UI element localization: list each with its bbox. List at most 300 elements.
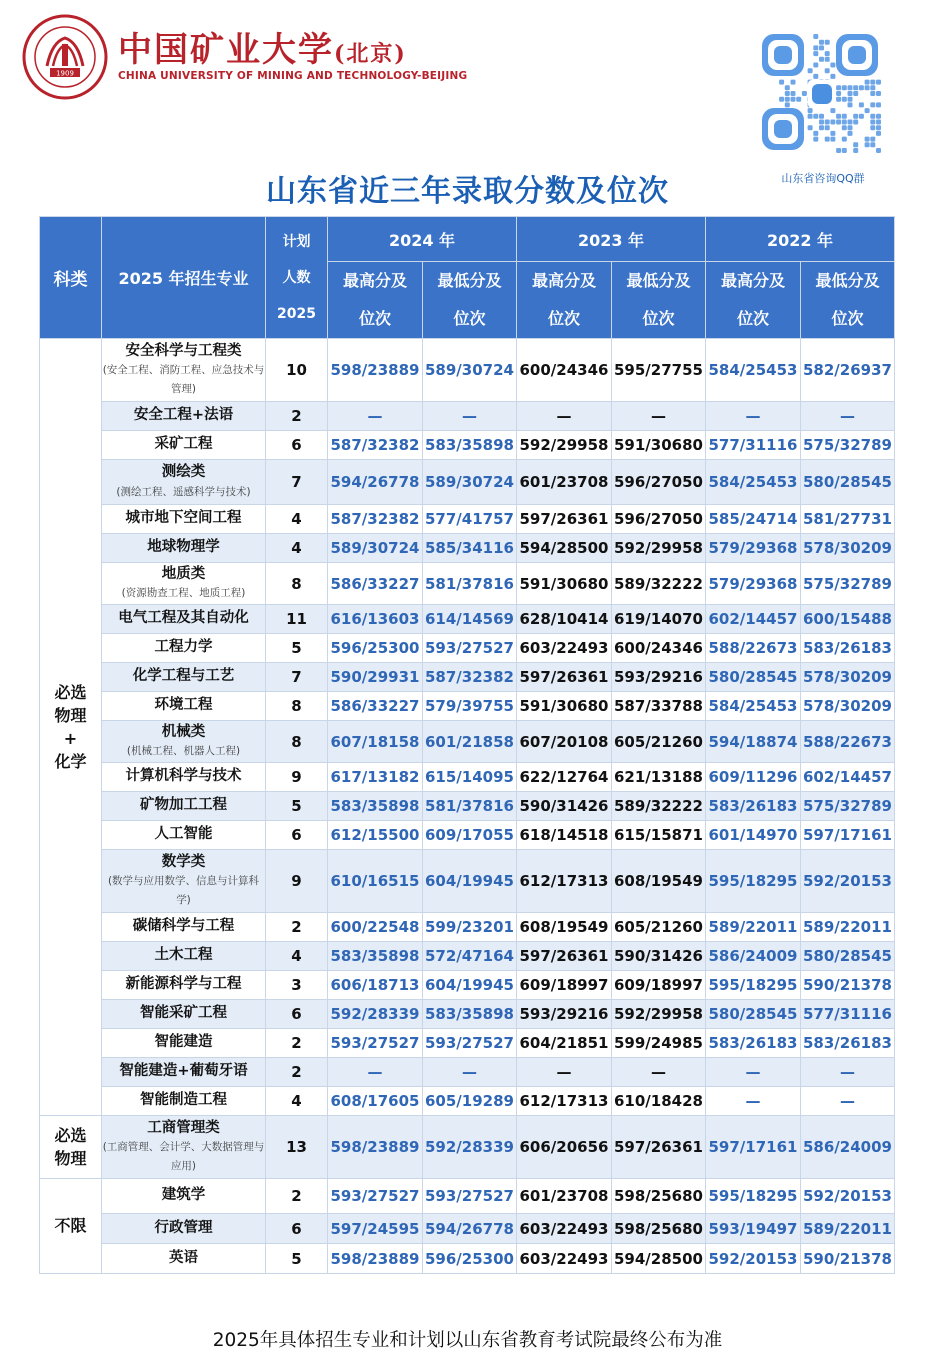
max-score-rank: 591/30680 bbox=[517, 692, 612, 721]
min-score-rank: 598/25680 bbox=[612, 1179, 706, 1214]
table-row bbox=[40, 460, 895, 505]
major-cell bbox=[102, 563, 266, 605]
max-score-rank: 584/25453 bbox=[706, 460, 801, 505]
min-score-rank: 605/21260 bbox=[612, 721, 706, 763]
max-score-rank: 607/18158 bbox=[328, 721, 423, 763]
plan-count: 2 bbox=[266, 913, 328, 942]
max-score-rank: 580/28545 bbox=[706, 1000, 801, 1029]
category-line: 化学 bbox=[54, 752, 87, 772]
category-line: 不限 bbox=[54, 1216, 87, 1236]
max-score-rank: — bbox=[517, 1058, 612, 1087]
logo-year: 1909 bbox=[56, 69, 74, 78]
major-name: 电气工程及其自动化 bbox=[118, 610, 249, 627]
min-score-rank: 582/26937 bbox=[801, 339, 895, 402]
max-score-rank: 610/16515 bbox=[328, 850, 423, 913]
table-row bbox=[40, 971, 895, 1000]
min-score-rank: — bbox=[612, 1058, 706, 1087]
plan-count: 9 bbox=[266, 850, 328, 913]
category-line: + bbox=[63, 729, 78, 748]
max-score-rank: 593/29216 bbox=[517, 1000, 612, 1029]
header-year-2023: 2023 年 bbox=[517, 217, 706, 262]
min-score-rank: 590/21378 bbox=[801, 971, 895, 1000]
qr-caption: 山东省咨询QQ群 bbox=[781, 172, 865, 185]
plan-count: 6 bbox=[266, 1214, 328, 1244]
max-score-rank: 616/13603 bbox=[328, 605, 423, 634]
min-score-rank: 615/15871 bbox=[612, 821, 706, 850]
max-score-rank: 584/25453 bbox=[706, 339, 801, 402]
major-cell bbox=[102, 505, 266, 534]
min-score-rank: 600/15488 bbox=[801, 605, 895, 634]
min-score-rank: 589/32222 bbox=[612, 563, 706, 605]
max-score-rank: 603/22493 bbox=[517, 634, 612, 663]
max-score-rank: 601/23708 bbox=[517, 460, 612, 505]
max-score-rank: 583/35898 bbox=[328, 942, 423, 971]
min-score-rank: 604/19945 bbox=[423, 971, 517, 1000]
plan-count: 8 bbox=[266, 721, 328, 763]
min-score-rank: 596/25300 bbox=[423, 1244, 517, 1274]
major-note: (机械工程、机器人工程) bbox=[126, 745, 241, 758]
max-score-rank: — bbox=[328, 402, 423, 431]
max-score-rank: 628/10414 bbox=[517, 605, 612, 634]
university-name-en: CHINA UNIVERSITY OF MINING AND TECHNOLOGY-BEIJING bbox=[118, 70, 468, 82]
major-cell bbox=[102, 971, 266, 1000]
category-line: 物理 bbox=[54, 705, 87, 725]
min-score-rank: 597/26361 bbox=[612, 1116, 706, 1179]
table-row bbox=[40, 339, 895, 402]
max-score-rank: 592/29958 bbox=[517, 431, 612, 460]
table-row bbox=[40, 763, 895, 792]
plan-count: 4 bbox=[266, 1087, 328, 1116]
max-score-rank: 592/20153 bbox=[706, 1244, 801, 1274]
major-name: 安全工程+法语 bbox=[133, 407, 234, 424]
max-score-rank: 595/18295 bbox=[706, 850, 801, 913]
min-score-rank: 619/14070 bbox=[612, 605, 706, 634]
max-score-rank: 594/28500 bbox=[517, 534, 612, 563]
category-cell bbox=[40, 1179, 102, 1274]
major-name: 矿物加工工程 bbox=[140, 797, 227, 814]
max-score-rank: 597/26361 bbox=[517, 942, 612, 971]
max-score-rank: 591/30680 bbox=[517, 563, 612, 605]
major-name: 安全科学与工程类 bbox=[125, 342, 242, 359]
category-line: 物理 bbox=[54, 1149, 87, 1168]
university-name-main: 中国矿业大学 bbox=[118, 30, 334, 70]
major-cell bbox=[102, 460, 266, 505]
min-score-rank: 583/35898 bbox=[423, 431, 517, 460]
header-score-label-line: 位次 bbox=[358, 309, 391, 328]
min-score-rank: 592/29958 bbox=[612, 1000, 706, 1029]
min-score-rank: 578/30209 bbox=[801, 534, 895, 563]
category-line: 必选 bbox=[54, 682, 87, 702]
major-cell bbox=[102, 1087, 266, 1116]
plan-count: 2 bbox=[266, 1058, 328, 1087]
major-cell bbox=[102, 605, 266, 634]
major-cell bbox=[102, 1214, 266, 1244]
max-score-rank: 594/26778 bbox=[328, 460, 423, 505]
header-score-label-line: 最高分及 bbox=[531, 271, 596, 290]
header-score-label-line: 最低分及 bbox=[626, 271, 691, 290]
min-score-rank: 583/26183 bbox=[801, 1029, 895, 1058]
min-score-rank: 599/24985 bbox=[612, 1029, 706, 1058]
min-score-rank: 598/25680 bbox=[612, 1214, 706, 1244]
university-name-suffix: (北京) bbox=[334, 41, 407, 67]
university-logo bbox=[22, 14, 108, 100]
major-cell bbox=[102, 913, 266, 942]
major-cell bbox=[102, 821, 266, 850]
min-score-rank: 575/32789 bbox=[801, 563, 895, 605]
min-score-rank: 578/30209 bbox=[801, 692, 895, 721]
header-score-label-line: 位次 bbox=[547, 309, 580, 328]
major-note: (工商管理、会计学、大数据管理与应用) bbox=[102, 1141, 265, 1172]
table-row bbox=[40, 663, 895, 692]
table-row bbox=[40, 605, 895, 634]
max-score-rank: — bbox=[706, 402, 801, 431]
max-score-rank: 617/13182 bbox=[328, 763, 423, 792]
major-cell bbox=[102, 431, 266, 460]
max-score-rank: 604/21851 bbox=[517, 1029, 612, 1058]
plan-count: 4 bbox=[266, 505, 328, 534]
min-score-rank: 615/14095 bbox=[423, 763, 517, 792]
major-name: 工程力学 bbox=[154, 639, 213, 656]
header-score-label-line: 最低分及 bbox=[437, 271, 502, 290]
major-cell bbox=[102, 1244, 266, 1274]
major-cell bbox=[102, 1116, 266, 1179]
min-score-rank: 580/28545 bbox=[801, 942, 895, 971]
min-score-rank: 589/22011 bbox=[801, 1214, 895, 1244]
table-row bbox=[40, 634, 895, 663]
table-row bbox=[40, 850, 895, 913]
major-cell bbox=[102, 692, 266, 721]
table-row bbox=[40, 692, 895, 721]
major-name: 环境工程 bbox=[154, 697, 213, 714]
max-score-rank: 579/29368 bbox=[706, 563, 801, 605]
plan-count: 5 bbox=[266, 634, 328, 663]
major-cell bbox=[102, 792, 266, 821]
major-cell bbox=[102, 942, 266, 971]
min-score-rank: 609/18997 bbox=[612, 971, 706, 1000]
min-score-rank: 578/30209 bbox=[801, 663, 895, 692]
min-score-rank: 589/22011 bbox=[801, 913, 895, 942]
min-score-rank: 592/29958 bbox=[612, 534, 706, 563]
min-score-rank: 621/13188 bbox=[612, 763, 706, 792]
max-score-rank: 612/15500 bbox=[328, 821, 423, 850]
major-cell bbox=[102, 763, 266, 792]
table-row bbox=[40, 431, 895, 460]
min-score-rank: 605/19289 bbox=[423, 1087, 517, 1116]
table-row bbox=[40, 534, 895, 563]
max-score-rank: 612/17313 bbox=[517, 1087, 612, 1116]
min-score-rank: 605/21260 bbox=[612, 913, 706, 942]
min-score-rank: 577/31116 bbox=[801, 1000, 895, 1029]
min-score-rank: — bbox=[423, 1058, 517, 1087]
min-score-rank: 590/31426 bbox=[612, 942, 706, 971]
plan-count: 5 bbox=[266, 792, 328, 821]
min-score-rank: 589/30724 bbox=[423, 460, 517, 505]
max-score-rank: 593/27527 bbox=[328, 1029, 423, 1058]
min-score-rank: 604/19945 bbox=[423, 850, 517, 913]
max-score-rank: 595/18295 bbox=[706, 1179, 801, 1214]
table-row bbox=[40, 563, 895, 605]
table-row bbox=[40, 821, 895, 850]
header-score-label-line: 位次 bbox=[736, 309, 769, 328]
major-cell bbox=[102, 663, 266, 692]
table-row bbox=[40, 1087, 895, 1116]
min-score-rank: 609/17055 bbox=[423, 821, 517, 850]
max-score-rank: 593/27527 bbox=[328, 1179, 423, 1214]
max-score-rank: 597/24595 bbox=[328, 1214, 423, 1244]
major-name: 行政管理 bbox=[154, 1219, 213, 1236]
max-score-rank: 590/29931 bbox=[328, 663, 423, 692]
max-score-rank: 583/26183 bbox=[706, 1029, 801, 1058]
header-score-label-line: 最低分及 bbox=[815, 271, 880, 290]
max-score-rank: 586/24009 bbox=[706, 942, 801, 971]
category-line: 必选 bbox=[54, 1125, 87, 1145]
min-score-rank: 581/27731 bbox=[801, 505, 895, 534]
plan-count: 7 bbox=[266, 460, 328, 505]
major-name: 计算机科学与技术 bbox=[125, 768, 242, 785]
header-score-label-line: 位次 bbox=[642, 309, 675, 328]
min-score-rank: 590/21378 bbox=[801, 1244, 895, 1274]
major-name: 机械类 bbox=[161, 723, 206, 740]
major-name: 城市地下空间工程 bbox=[125, 510, 242, 527]
major-name: 地质类 bbox=[161, 565, 206, 582]
major-cell bbox=[102, 850, 266, 913]
major-name: 碳储科学与工程 bbox=[132, 918, 235, 935]
min-score-rank: 592/20153 bbox=[801, 1179, 895, 1214]
plan-count: 2 bbox=[266, 402, 328, 431]
table-row bbox=[40, 913, 895, 942]
max-score-rank: 597/17161 bbox=[706, 1116, 801, 1179]
max-score-rank: 606/20656 bbox=[517, 1116, 612, 1179]
major-cell bbox=[102, 534, 266, 563]
min-score-rank: 583/35898 bbox=[423, 1000, 517, 1029]
table-row bbox=[40, 402, 895, 431]
category-cell bbox=[40, 339, 102, 1116]
major-note: (数学与应用数学、信息与计算科学) bbox=[107, 875, 260, 906]
min-score-rank: 592/28339 bbox=[423, 1116, 517, 1179]
min-score-rank: 579/39755 bbox=[423, 692, 517, 721]
table-row bbox=[40, 792, 895, 821]
min-score-rank: 614/14569 bbox=[423, 605, 517, 634]
plan-count: 4 bbox=[266, 534, 328, 563]
min-score-rank: 601/21858 bbox=[423, 721, 517, 763]
page-title: 山东省近三年录取分数及位次 bbox=[266, 174, 669, 209]
min-score-rank: — bbox=[801, 1087, 895, 1116]
max-score-rank: 587/32382 bbox=[328, 431, 423, 460]
plan-count: 13 bbox=[266, 1116, 328, 1179]
min-score-rank: 589/32222 bbox=[612, 792, 706, 821]
table-row bbox=[40, 1058, 895, 1087]
plan-count: 11 bbox=[266, 605, 328, 634]
major-name: 新能源科学与工程 bbox=[125, 976, 242, 993]
major-name: 智能建造+葡萄牙语 bbox=[119, 1063, 248, 1080]
major-note: (资源勘查工程、地质工程) bbox=[121, 587, 246, 600]
max-score-rank: 601/23708 bbox=[517, 1179, 612, 1214]
min-score-rank: 596/27050 bbox=[612, 505, 706, 534]
min-score-rank: 593/27527 bbox=[423, 1029, 517, 1058]
table-row bbox=[40, 1214, 895, 1244]
min-score-rank: — bbox=[801, 402, 895, 431]
plan-count: 2 bbox=[266, 1029, 328, 1058]
max-score-rank: — bbox=[706, 1087, 801, 1116]
min-score-rank: 575/32789 bbox=[801, 792, 895, 821]
header-score-label-line: 最高分及 bbox=[342, 271, 407, 290]
table-row bbox=[40, 1029, 895, 1058]
major-name: 土木工程 bbox=[154, 947, 213, 964]
min-score-rank: 592/20153 bbox=[801, 850, 895, 913]
header-plan bbox=[266, 217, 328, 339]
header-score-label-line: 位次 bbox=[453, 309, 486, 328]
major-cell bbox=[102, 721, 266, 763]
max-score-rank: 601/14970 bbox=[706, 821, 801, 850]
min-score-rank: 586/24009 bbox=[801, 1116, 895, 1179]
min-score-rank: 608/19549 bbox=[612, 850, 706, 913]
header-year-2022: 2022 年 bbox=[706, 217, 895, 262]
min-score-rank: 602/14457 bbox=[801, 763, 895, 792]
min-score-rank: 580/28545 bbox=[801, 460, 895, 505]
max-score-rank: 609/18997 bbox=[517, 971, 612, 1000]
min-score-rank: — bbox=[801, 1058, 895, 1087]
major-name: 地球物理学 bbox=[147, 539, 220, 556]
header-year-2024: 2024 年 bbox=[328, 217, 517, 262]
min-score-rank: — bbox=[423, 402, 517, 431]
major-name: 数学类 bbox=[161, 853, 206, 870]
plan-count: 6 bbox=[266, 821, 328, 850]
header-max-score bbox=[706, 262, 801, 339]
plan-count: 8 bbox=[266, 563, 328, 605]
major-name: 测绘类 bbox=[161, 464, 206, 481]
max-score-rank: 622/12764 bbox=[517, 763, 612, 792]
min-score-rank: 596/27050 bbox=[612, 460, 706, 505]
plan-count: 2 bbox=[266, 1179, 328, 1214]
min-score-rank: 593/27527 bbox=[423, 1179, 517, 1214]
major-name: 人工智能 bbox=[154, 826, 213, 843]
plan-count: 5 bbox=[266, 1244, 328, 1274]
max-score-rank: 608/19549 bbox=[517, 913, 612, 942]
max-score-rank: 594/18874 bbox=[706, 721, 801, 763]
min-score-rank: 597/17161 bbox=[801, 821, 895, 850]
min-score-rank: 595/27755 bbox=[612, 339, 706, 402]
max-score-rank: 603/22493 bbox=[517, 1244, 612, 1274]
min-score-rank: 585/34116 bbox=[423, 534, 517, 563]
max-score-rank: 597/26361 bbox=[517, 663, 612, 692]
max-score-rank: 589/22011 bbox=[706, 913, 801, 942]
table-row bbox=[40, 1244, 895, 1274]
max-score-rank: 579/29368 bbox=[706, 534, 801, 563]
max-score-rank: 603/22493 bbox=[517, 1214, 612, 1244]
max-score-rank: 583/35898 bbox=[328, 792, 423, 821]
min-score-rank: 587/32382 bbox=[423, 663, 517, 692]
table-row bbox=[40, 1179, 895, 1214]
max-score-rank: 586/33227 bbox=[328, 563, 423, 605]
major-cell bbox=[102, 1029, 266, 1058]
max-score-rank: 584/25453 bbox=[706, 692, 801, 721]
min-score-rank: 610/18428 bbox=[612, 1087, 706, 1116]
max-score-rank: 598/23889 bbox=[328, 339, 423, 402]
header-plan-line: 人数 bbox=[282, 269, 311, 286]
min-score-rank: — bbox=[612, 402, 706, 431]
major-cell bbox=[102, 1000, 266, 1029]
header-score-label-line: 位次 bbox=[831, 309, 864, 328]
min-score-rank: 572/47164 bbox=[423, 942, 517, 971]
min-score-rank: 591/30680 bbox=[612, 431, 706, 460]
major-name: 英语 bbox=[169, 1249, 198, 1266]
major-cell bbox=[102, 1058, 266, 1087]
plan-count: 6 bbox=[266, 431, 328, 460]
max-score-rank: 580/28545 bbox=[706, 663, 801, 692]
major-note: (测绘工程、遥感科学与技术) bbox=[116, 485, 251, 498]
min-score-rank: 588/22673 bbox=[801, 721, 895, 763]
max-score-rank: 595/18295 bbox=[706, 971, 801, 1000]
plan-count: 4 bbox=[266, 942, 328, 971]
header-score-label-line: 最高分及 bbox=[720, 271, 785, 290]
max-score-rank: 588/22673 bbox=[706, 634, 801, 663]
plan-count: 6 bbox=[266, 1000, 328, 1029]
max-score-rank: 587/32382 bbox=[328, 505, 423, 534]
max-score-rank: 593/19497 bbox=[706, 1214, 801, 1244]
max-score-rank: 609/11296 bbox=[706, 763, 801, 792]
max-score-rank: 618/14518 bbox=[517, 821, 612, 850]
major-name: 智能采矿工程 bbox=[140, 1005, 227, 1022]
major-name: 化学工程与工艺 bbox=[132, 668, 235, 685]
plan-count: 3 bbox=[266, 971, 328, 1000]
min-score-rank: 581/37816 bbox=[423, 792, 517, 821]
header-max-score bbox=[517, 262, 612, 339]
header-min-score bbox=[801, 262, 895, 339]
max-score-rank: 586/33227 bbox=[328, 692, 423, 721]
max-score-rank: 592/28339 bbox=[328, 1000, 423, 1029]
table-row bbox=[40, 721, 895, 763]
university-name-cn bbox=[118, 22, 407, 71]
major-cell bbox=[102, 1179, 266, 1214]
major-name: 采矿工程 bbox=[154, 436, 213, 453]
major-note: (安全工程、消防工程、应急技术与管理) bbox=[102, 364, 265, 395]
major-cell bbox=[102, 339, 266, 402]
header-category: 科类 bbox=[40, 217, 102, 339]
max-score-rank: 577/31116 bbox=[706, 431, 801, 460]
footer-note: 2025年具体招生专业和计划以山东省教育考试院最终公布为准 bbox=[212, 1330, 723, 1351]
table-row bbox=[40, 1000, 895, 1029]
table-row bbox=[40, 1116, 895, 1179]
min-score-rank: 594/26778 bbox=[423, 1214, 517, 1244]
major-name: 智能制造工程 bbox=[140, 1092, 227, 1109]
plan-count: 9 bbox=[266, 763, 328, 792]
header-major: 2025 年招生专业 bbox=[102, 217, 266, 339]
header-min-score bbox=[612, 262, 706, 339]
max-score-rank: 607/20108 bbox=[517, 721, 612, 763]
table-row bbox=[40, 505, 895, 534]
min-score-rank: 589/30724 bbox=[423, 339, 517, 402]
header-max-score bbox=[328, 262, 423, 339]
max-score-rank: — bbox=[517, 402, 612, 431]
max-score-rank: — bbox=[706, 1058, 801, 1087]
plan-count: 10 bbox=[266, 339, 328, 402]
min-score-rank: 575/32789 bbox=[801, 431, 895, 460]
major-name: 智能建造 bbox=[154, 1034, 213, 1051]
max-score-rank: 608/17605 bbox=[328, 1087, 423, 1116]
max-score-rank: 590/31426 bbox=[517, 792, 612, 821]
max-score-rank: 598/23889 bbox=[328, 1244, 423, 1274]
header-min-score bbox=[423, 262, 517, 339]
max-score-rank: 602/14457 bbox=[706, 605, 801, 634]
major-name: 建筑学 bbox=[161, 1187, 206, 1204]
min-score-rank: 581/37816 bbox=[423, 563, 517, 605]
major-name: 工商管理类 bbox=[147, 1119, 220, 1136]
table-row bbox=[40, 942, 895, 971]
min-score-rank: 593/29216 bbox=[612, 663, 706, 692]
min-score-rank: 593/27527 bbox=[423, 634, 517, 663]
min-score-rank: 599/23201 bbox=[423, 913, 517, 942]
qr-code bbox=[758, 30, 886, 158]
